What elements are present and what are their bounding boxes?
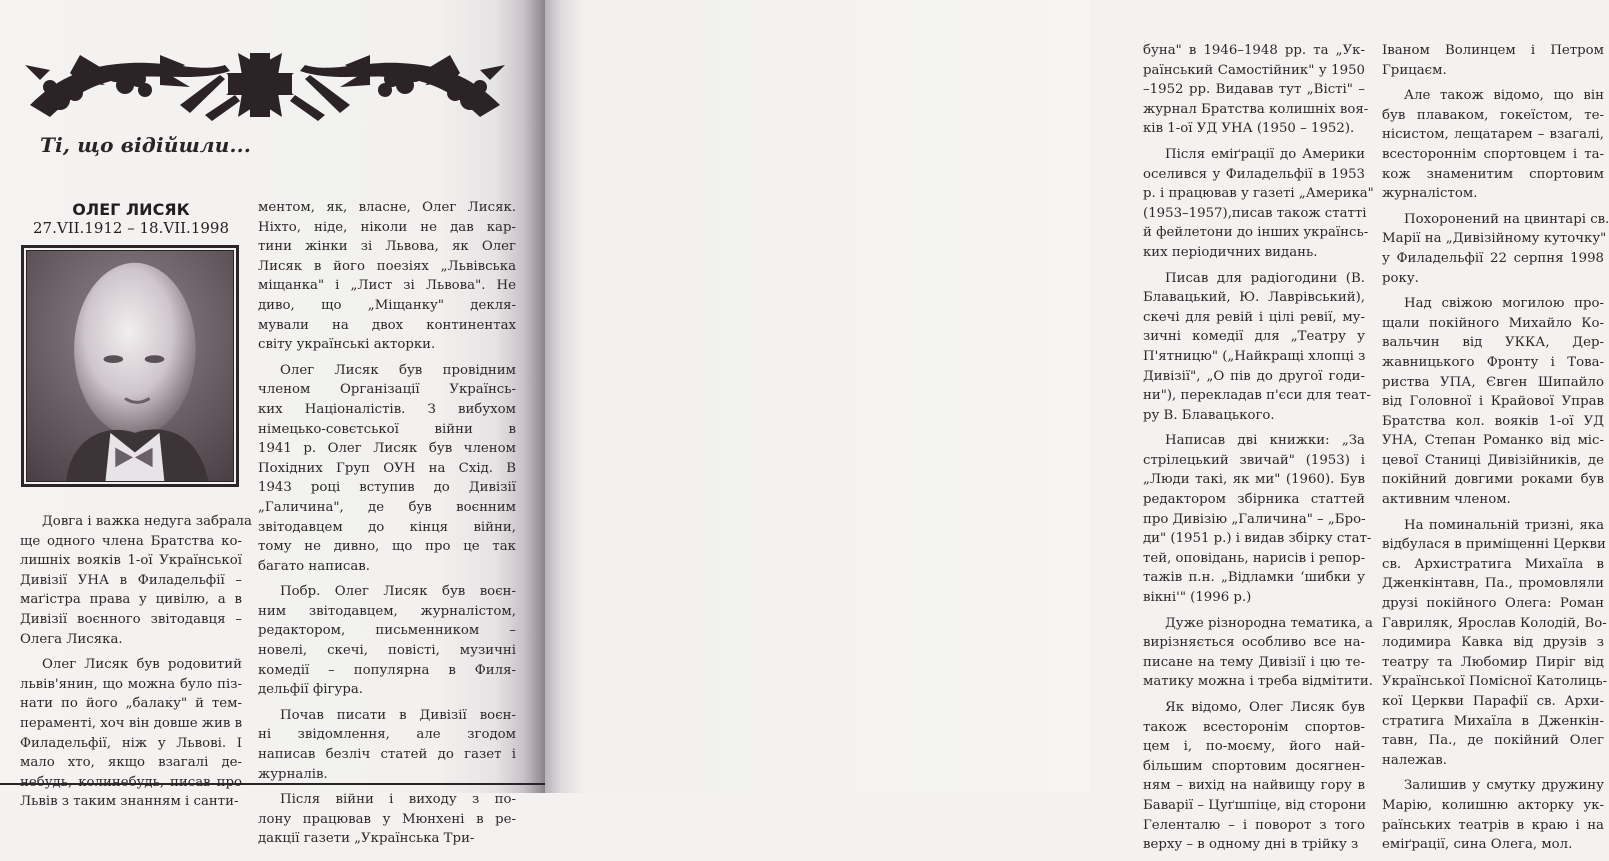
text-line: Дуже різнородна тематика, а	[1165, 615, 1373, 631]
text-line: Похідних Груп ОУН на Схід. В	[258, 460, 516, 476]
paragraph	[1143, 698, 1365, 855]
text-line: редактором збірника статтей	[1143, 492, 1365, 508]
text-line: Геленталю – і поворот з того	[1143, 817, 1365, 833]
text-line: раїнський Самостійник" у 1950	[1143, 62, 1365, 78]
text-line: кої Церкви Парафії св. Архи-	[1382, 694, 1604, 709]
text-line: від Головної і Крайової Управ	[1382, 394, 1604, 410]
text-line: св. Архистратига Михаїла в	[1382, 556, 1604, 572]
text-line: диво, що „Міщанку" декля-	[258, 297, 516, 313]
text-line: тини жінки зі Львова, як Олег	[258, 239, 516, 255]
text-line: ких Націоналістів. З вибухом	[258, 401, 516, 417]
text-line: скечі для ревій і цілі ревії, му-	[1143, 309, 1365, 325]
text-line: мало хто, якщо взагалі де-	[20, 755, 242, 771]
text-line: був плаваком, гокеїстом, те-	[1382, 107, 1604, 123]
text-line: П'ятницю" („Найкращі хлопці з	[1143, 348, 1366, 364]
text-line: Після еміґрації до Америки	[1165, 146, 1365, 162]
text-line: Іваном Волинцем і Петром	[1382, 43, 1604, 58]
text-line: журнал Братства колишніх воя-	[1143, 101, 1369, 117]
text-line: Марії на „Дивізійному куточку"	[1382, 231, 1607, 247]
text-line: львів'янин, що можна було піз-	[20, 676, 242, 692]
left-column-2	[258, 198, 516, 855]
text-line: Дивізії воєнного звітодавця –	[20, 611, 242, 627]
right-column-1	[1143, 41, 1374, 861]
text-line: стратига Михаїла в Дженкін-	[1382, 713, 1604, 729]
text-line: комедії – популярна в Филя-	[258, 662, 516, 678]
text-line: Похоронений на цвинтарі св.	[1404, 211, 1609, 227]
text-line: журналів.	[258, 766, 328, 782]
text-line: матику можна і треба відмітити.	[1143, 674, 1374, 690]
text-line: верху – в одному дні в трійку з	[1143, 837, 1359, 853]
text-line: всестороннім спортовцем і та-	[1382, 146, 1604, 162]
text-line: про Дивізію „Галичина" – „Бро-	[1143, 511, 1366, 527]
cross-with-viburnum-ornament-icon	[20, 45, 510, 123]
paragraph	[1382, 86, 1604, 204]
text-line: пераменті, хоч він довше жив в	[20, 715, 243, 731]
text-line: новелі, скечі, повісті, музичні	[258, 643, 516, 659]
text-line: журналістом.	[1382, 186, 1478, 202]
text-line: Олег Лисяк був родовитий	[42, 657, 242, 673]
text-line: кож знаменитим спортовим	[1382, 166, 1604, 182]
paragraph	[1143, 269, 1371, 426]
portrait-image	[27, 251, 233, 481]
text-line: Грицаєм.	[1382, 62, 1447, 78]
text-line: Як відомо, Олег Лисяк був	[1165, 700, 1365, 715]
text-line: покійний довгими роками був	[1382, 472, 1604, 488]
text-line: 1943 році вступив до Дивізії	[258, 480, 516, 496]
text-line: тей, оповідань, нарисів і репор-	[1143, 550, 1366, 566]
text-line: Української Помісної Католиць-	[1382, 674, 1608, 690]
text-line: нісистом, лещатарем – взагалі,	[1382, 127, 1604, 143]
bottom-rule	[0, 783, 545, 785]
paragraph	[20, 512, 252, 649]
text-line: лону працював у Мюнхені в ре-	[258, 811, 516, 827]
text-line: тому не дивно, що про це так	[258, 539, 516, 555]
text-line: цевої Станиці Дивізійників, де	[1382, 452, 1604, 468]
text-line: й фейлетони до інших українсь-	[1143, 225, 1369, 241]
section-title: Ті, що відійшли...	[40, 133, 252, 157]
text-line: Лисяк в його поезіях „Львівська	[258, 258, 516, 274]
text-line: Писав для радіогодини (В.	[1165, 270, 1365, 286]
right-column-2	[1382, 41, 1609, 861]
left-page	[0, 0, 545, 847]
text-line: ких періодичних видань.	[1143, 244, 1318, 260]
text-line: писане на тему Дивізії і цю те-	[1143, 654, 1365, 670]
text-line: Марію, колишню акторку ук-	[1382, 797, 1604, 813]
text-line: УНА, Степан Романко від міс-	[1382, 433, 1604, 449]
portrait-photo	[21, 245, 239, 487]
text-line: ні звідомлення, але згодом	[258, 727, 516, 743]
paragraph	[1143, 431, 1372, 607]
text-line: Після війни і виходу з по-	[280, 792, 516, 808]
text-line: Ніхто, ніде, ніколи не дав кар-	[258, 219, 516, 235]
text-line: тажів п.н. „Відламки ‘шибки у	[1143, 570, 1365, 586]
text-line: Дженкінтавн, Па., промовляли	[1382, 576, 1604, 592]
text-line: ментом, як, власне, Олег Лисяк.	[258, 200, 516, 215]
text-line: Львів з таким знанням і санти-	[20, 794, 239, 810]
text-line: стрілецький звичай" (1953) і	[1143, 452, 1365, 468]
text-line: тавн, Па., де покійний Олег	[1382, 733, 1604, 749]
text-line: буна" в 1946–1948 рр. та „Ук-	[1143, 43, 1365, 58]
text-line: ни"), перекладав п'єси для теат-	[1143, 388, 1371, 404]
text-line: відбулася в приміщенні Церкви	[1382, 537, 1606, 553]
text-line: Гавриляк, Ярослав Колодій, Во-	[1382, 615, 1607, 631]
text-line: зичні комедії для „Театру у	[1143, 329, 1365, 345]
text-line: ків 1-ої УД УНА (1950 – 1952).	[1143, 121, 1355, 137]
paragraph	[1143, 145, 1374, 263]
text-line: світу українські акторки.	[258, 337, 436, 353]
text-line: ням – вихід на найвищу гору в	[1143, 778, 1365, 794]
left-column-1	[20, 512, 252, 818]
text-line: дакції газети „Українська Три-	[258, 831, 475, 847]
text-line: Почав писати в Дивізії воєн-	[280, 707, 516, 723]
paragraph	[1143, 614, 1374, 692]
text-line: багато написав.	[258, 558, 371, 574]
paragraph	[258, 198, 516, 355]
text-line: еміґрації, сина Олега, мол.	[1382, 837, 1573, 853]
paragraph	[1382, 41, 1604, 80]
text-line: написав безліч статей до газет і	[258, 747, 516, 763]
paragraph	[258, 582, 516, 700]
text-line: у Филадельфії 22 серпня 1998	[1382, 250, 1604, 266]
paragraph	[258, 790, 516, 849]
text-line: ним звітодавцем, журналістом,	[258, 603, 516, 619]
text-line: вальчин від УККА, Дер-	[1382, 335, 1604, 351]
text-line: раїнських театрів в краю і на	[1382, 817, 1604, 833]
text-line: лодимира Кавка від друзів з	[1382, 635, 1604, 651]
text-line: активним членом.	[1382, 492, 1511, 508]
text-line: Филадельфії, ніж у Львові. І	[20, 735, 242, 751]
text-line: міщанка" і „Лист зі Львова". Не	[258, 278, 516, 294]
text-line: Над свіжою могилою про-	[1404, 296, 1604, 312]
text-line: щали покійного Михайло Ко-	[1382, 315, 1604, 331]
text-line: Написав дві книжки: „За	[1165, 433, 1365, 449]
text-line: більшим спортовим досягнен-	[1143, 758, 1365, 774]
text-line: належав.	[1382, 752, 1447, 768]
text-line: також всесторонім спортов-	[1143, 719, 1365, 735]
paragraph	[1382, 294, 1604, 510]
text-line: Олег Лисяк був провідним	[280, 362, 516, 378]
paragraph	[1382, 210, 1609, 288]
text-line: „Галичина", де був воєнним	[258, 499, 516, 515]
text-line: Олега Лисяка.	[20, 631, 123, 647]
text-line: редактором, письменником –	[258, 623, 516, 639]
text-line: членом Організації Українсь-	[258, 382, 516, 398]
text-line: жавницького Фронту і Това-	[1382, 354, 1604, 370]
paragraph	[1382, 776, 1604, 854]
text-line: друзі покійного Олега: Роман	[1382, 596, 1604, 612]
paragraph	[20, 655, 242, 812]
text-line: Дивізії УНА в Филадельфії –	[20, 572, 242, 588]
text-line: року.	[1382, 270, 1419, 286]
text-line: Побр. Олег Лисяк був воєн-	[280, 584, 516, 600]
text-line: нати по його „балаку" й тем-	[20, 696, 242, 712]
text-line: цем і, по-моєму, його най-	[1143, 739, 1365, 755]
text-line: Братства кол. вояків 1-ої УД	[1382, 413, 1604, 429]
text-line: ще одного члена Братства ко-	[20, 533, 242, 549]
text-line: вирізняється особливо все на-	[1143, 635, 1365, 651]
right-page	[545, 0, 1609, 853]
text-line: Залишив у смутку дружину	[1404, 778, 1604, 794]
obituary-name: ОЛЕГ ЛИСЯК	[72, 200, 190, 219]
text-line: маґістра права у цивілю, а в	[20, 592, 242, 608]
text-line: Довга і важка недуга забрала	[42, 514, 252, 529]
text-line: лишніх вояків 1-ої Української	[20, 553, 242, 569]
text-line: –1952 рр. Видавав тут „Вісті" –	[1143, 82, 1365, 98]
text-line: Але також відомо, що він	[1404, 88, 1604, 104]
paragraph	[258, 361, 516, 577]
obituary-dates: 27.VII.1912 – 18.VII.1998	[33, 219, 229, 237]
paragraph	[1382, 516, 1608, 771]
text-line: мували на двох континентах	[258, 317, 516, 333]
text-line: ди" (1951 р.) і видав збірку стат-	[1143, 531, 1372, 547]
text-line: оселився у Филадельфії в 1953	[1143, 166, 1365, 182]
text-line: звітодавцем до кінця війни,	[258, 519, 516, 535]
text-line: театру та Любомир Пиріг від	[1382, 654, 1604, 670]
text-line: Баварії – Цуґшпіце, від сторони	[1143, 797, 1367, 813]
text-line: німецько-совєтської війни в	[258, 421, 516, 437]
text-line: риства УПА, Євген Шипайло	[1382, 374, 1604, 390]
text-line: р. і працював у газеті „Америка"	[1143, 186, 1374, 202]
text-line: дельфії фігура.	[258, 682, 363, 698]
text-line: „Люди такі, як ми" (1960). Був	[1143, 472, 1365, 488]
text-line: На поминальній тризні, яка	[1404, 517, 1604, 533]
text-line: Дивізії", „О пів до другої годи-	[1143, 368, 1365, 384]
paragraph	[1143, 41, 1369, 139]
text-line: (1953–1957),писав також статті	[1143, 205, 1367, 221]
text-line: 1941 р. Олег Лисяк був членом	[258, 441, 516, 457]
text-line: ру В. Блавацького.	[1143, 407, 1275, 423]
text-line: вікні'" (1996 р.)	[1143, 590, 1252, 606]
text-line: Блавацький, Ю. Лаврівський),	[1143, 290, 1365, 306]
paragraph	[258, 706, 516, 784]
